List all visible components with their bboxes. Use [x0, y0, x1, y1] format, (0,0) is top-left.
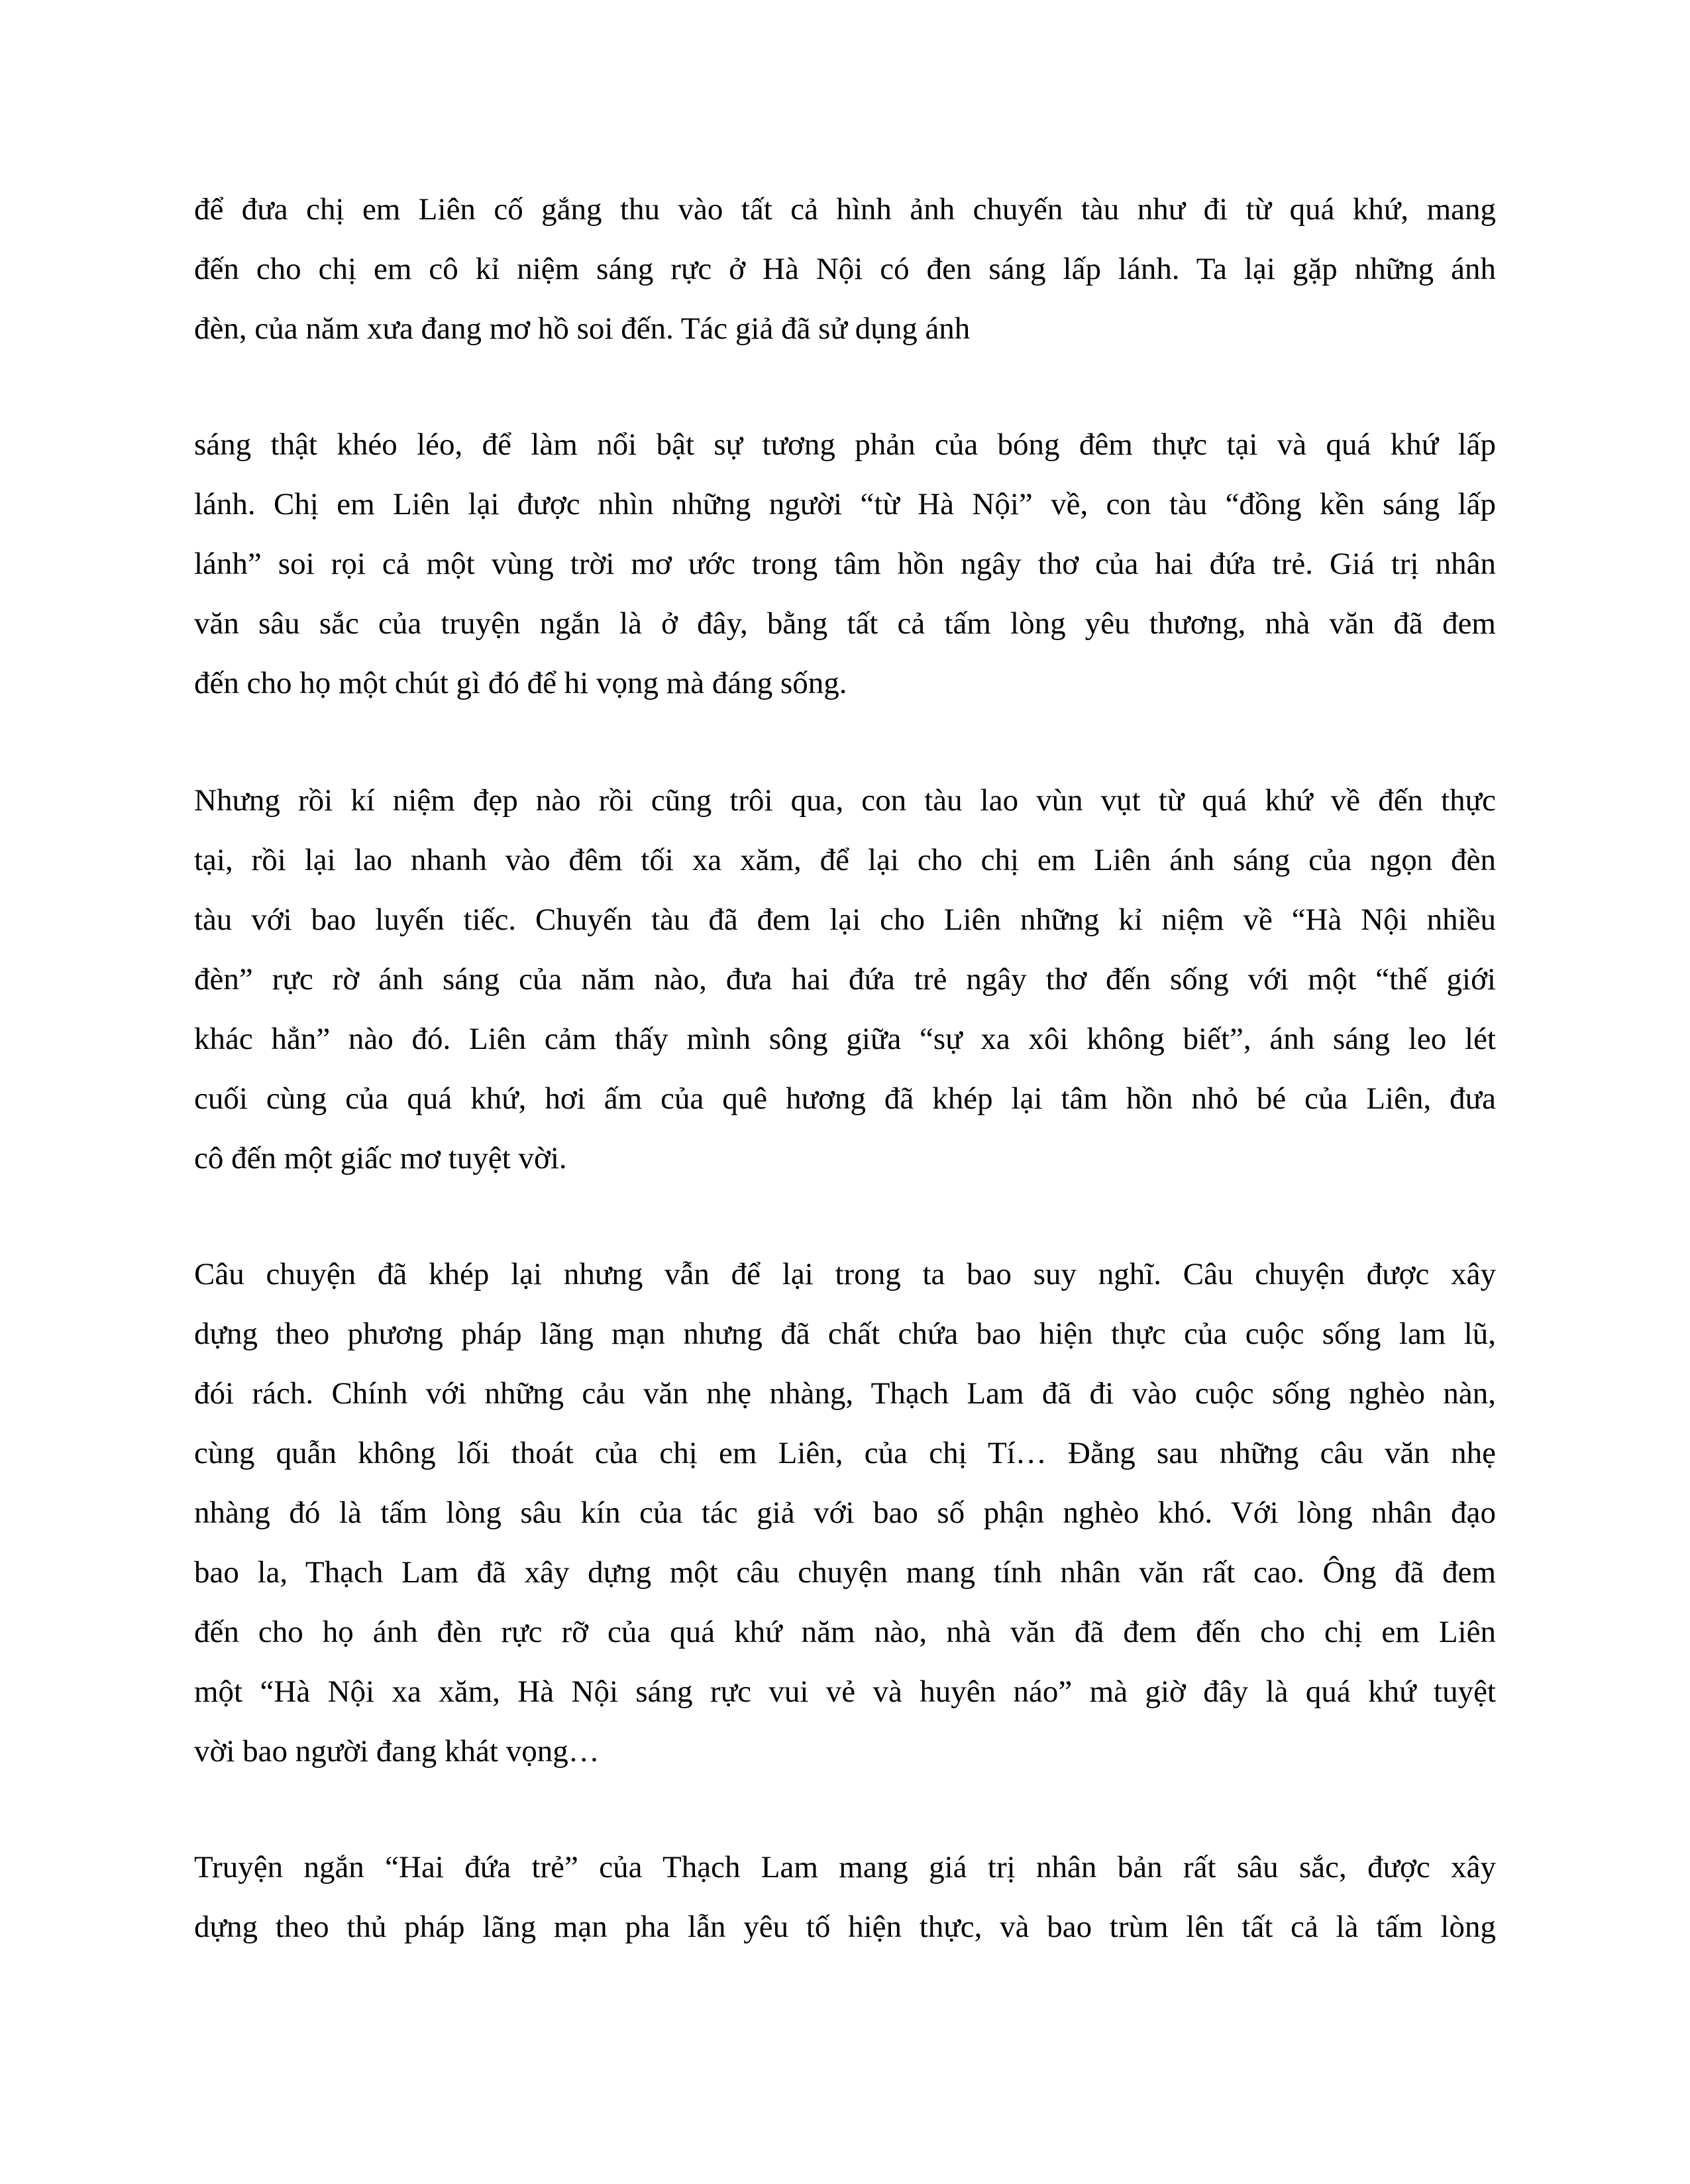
text-line: đèn” rực rờ ánh sáng của năm nào, đưa hai đứa trẻ ngây thơ đến sống với một “thế giới [194, 962, 1496, 997]
text-line: khác hẳn” nào đó. Liên cảm thấy mình sông giữa “sự xa xôi không biết”, ánh sáng leo lét [194, 1022, 1496, 1056]
text-line: cùng quẫn không lối thoát của chị em Liên, của chị Tí… Đằng sau những câu văn nhẹ [194, 1436, 1496, 1470]
paragraph-1 [194, 180, 1496, 358]
text-line: đói rách. Chính với những cảu văn nhẹ nhàng, Thạch Lam đã đi vào cuộc sống nghèo nàn, [194, 1376, 1496, 1411]
text-line: vời bao người đang khát vọng… [194, 1734, 600, 1769]
paragraph-3 [194, 771, 1496, 1188]
text-line: một “Hà Nội xa xăm, Hà Nội sáng rực vui vẻ và huyên náo” mà giờ đây là quá khứ tuyệt [194, 1674, 1496, 1709]
text-line: bao la, Thạch Lam đã xây dựng một câu chuyện mang tính nhân văn rất cao. Ông đã đem [194, 1555, 1496, 1590]
text-line: tại, rồi lại lao nhanh vào đêm tối xa xăm, để lại cho chị em Liên ánh sáng của ngọn đèn [194, 843, 1496, 877]
text-line: dựng theo phương pháp lãng mạn nhưng đã chất chứa bao hiện thực của cuộc sống lam lũ, [194, 1317, 1496, 1351]
text-line: sáng thật khéo léo, để làm nổi bật sự tương phản của bóng đêm thực tại và quá khứ lấp [194, 427, 1496, 462]
text-line: tàu với bao luyến tiếc. Chuyến tàu đã đem lại cho Liên những kỉ niệm về “Hà Nội nhiều [194, 902, 1496, 937]
paragraph-2 [194, 415, 1496, 713]
text-line: đến cho họ ánh đèn rực rỡ của quá khứ năm nào, nhà văn đã đem đến cho chị em Liên [194, 1615, 1496, 1649]
text-line: lánh” soi rọi cả một vùng trời mơ ước trong tâm hồn ngây thơ của hai đứa trẻ. Giá trị nhân [194, 547, 1496, 581]
text-line: dựng theo thủ pháp lãng mạn pha lẫn yêu tố hiện thực, và bao trùm lên tất cả là tấm lòng [194, 1910, 1496, 1944]
paragraph-4 [194, 1244, 1496, 1781]
text-line: Nhưng rồi kí niệm đẹp nào rồi cũng trôi qua, con tàu lao vùn vụt từ quá khứ về đến thực [194, 783, 1496, 818]
text-line: nhàng đó là tấm lòng sâu kín của tác giả với bao số phận nghèo khó. Với lòng nhân đạo [194, 1496, 1496, 1530]
text-line: Truyện ngắn “Hai đứa trẻ” của Thạch Lam mang giá trị nhân bản rất sâu sắc, được xây [194, 1850, 1496, 1884]
text-line: văn sâu sắc của truyện ngắn là ở đây, bằng tất cả tấm lòng yêu thương, nhà văn đã đem [194, 606, 1496, 641]
text-line: đèn, của năm xưa đang mơ hồ soi đến. Tác giả đã sử dụng ánh [194, 311, 971, 346]
text-line: đến cho chị em cô kỉ niệm sáng rực ở Hà Nội có đen sáng lấp lánh. Ta lại gặp những ánh [194, 252, 1496, 286]
text-line: Câu chuyện đã khép lại nhưng vẫn để lại trong ta bao suy nghĩ. Câu chuyện được xây [194, 1257, 1496, 1291]
text-line: lánh. Chị em Liên lại được nhìn những người “từ Hà Nội” về, con tàu “đồng kền sáng lấp [194, 487, 1496, 521]
text-line: đến cho họ một chút gì đó để hi vọng mà đáng sống. [194, 666, 847, 700]
text-line: cô đến một giấc mơ tuyệt vời. [194, 1141, 567, 1175]
text-line: để đưa chị em Liên cố gắng thu vào tất cả hình ảnh chuyến tàu như đi từ quá khứ, mang [194, 192, 1496, 227]
paragraph-5 [194, 1837, 1496, 1957]
text-line: cuối cùng của quá khứ, hơi ấm của quê hương đã khép lại tâm hồn nhỏ bé của Liên, đưa [194, 1081, 1496, 1116]
